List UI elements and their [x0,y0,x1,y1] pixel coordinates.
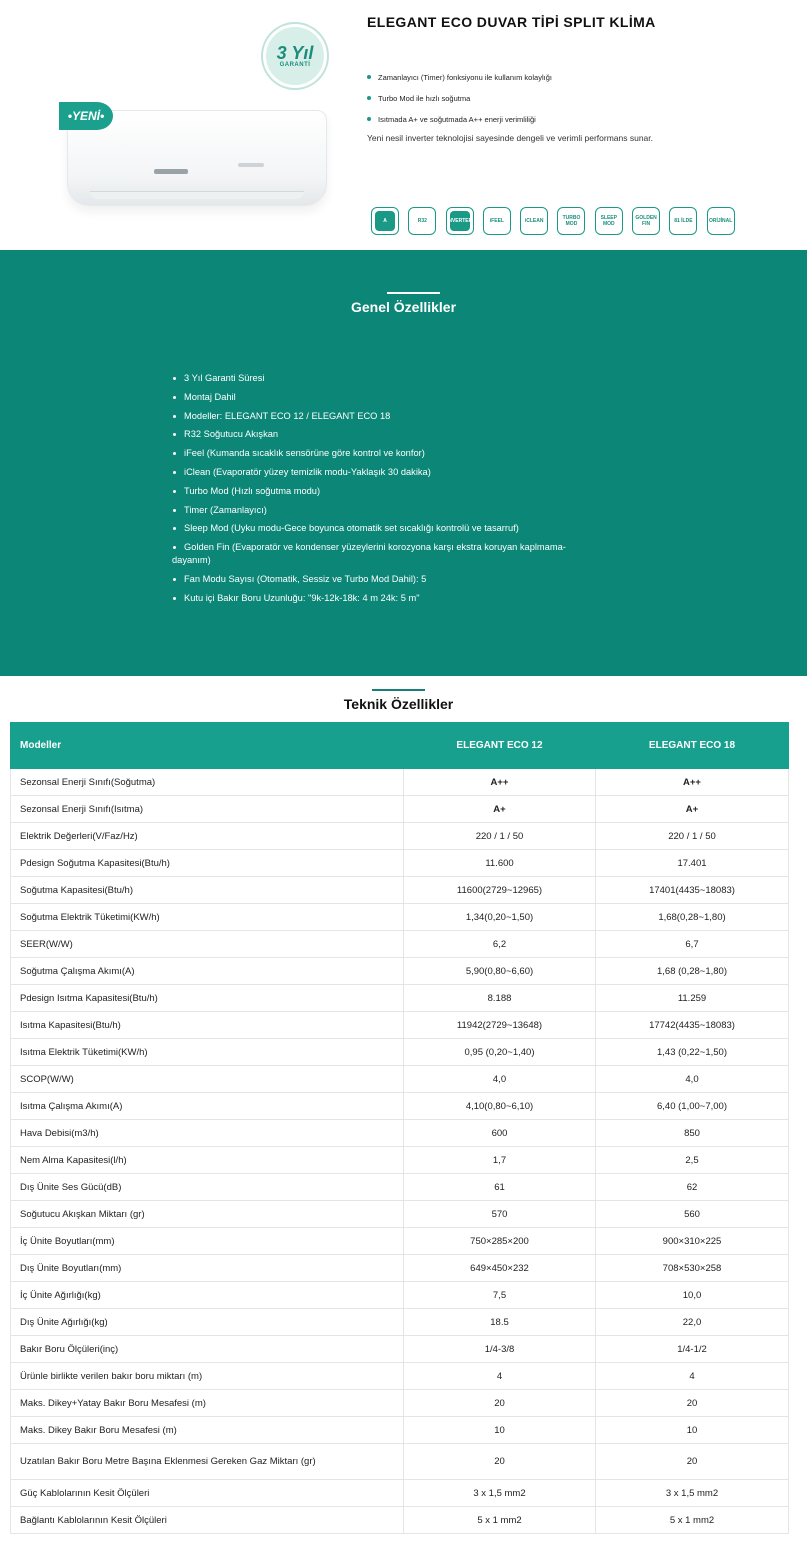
spec-value: 1,68(0,28~1,80) [596,904,789,931]
spec-value: 708×530×258 [596,1255,789,1282]
section-title: Genel Özellikler [350,299,457,315]
table-row [11,1228,789,1255]
spec-value: A+ [404,796,596,823]
spec-label: Dış Ünite Boyutları(mm) [11,1255,404,1282]
table-row [11,1417,789,1444]
spec-label: Isıtma Çalışma Akımı(A) [11,1093,404,1120]
list-item: iFeel (Kumanda sıcaklık sensörüne göre kontrol ve konfor) [172,447,592,460]
spec-value: 10,0 [596,1282,789,1309]
table-row [11,1255,789,1282]
column-header: ELEGANT ECO 12 [404,723,596,769]
spec-value: 11942(2729~13648) [404,1012,596,1039]
spec-label: Bağlantı Kablolarının Kesit Ölçüleri [11,1507,404,1534]
table-row [11,1444,789,1480]
r32-icon: R32 [408,207,436,235]
spec-label: Bakır Boru Ölçüleri(inç) [11,1336,404,1363]
spec-value: 900×310×225 [596,1228,789,1255]
spec-value: 18.5 [404,1309,596,1336]
spec-label: Isıtma Kapasitesi(Btu/h) [11,1012,404,1039]
table-row [11,958,789,985]
spec-value: 11600(2729~12965) [404,877,596,904]
table-row [11,1039,789,1066]
list-item: Fan Modu Sayısı (Otomatik, Sessiz ve Turbo Mod Dahil): 5 [172,573,592,586]
column-header: ELEGANT ECO 18 [596,723,789,769]
spec-value: 1,43 (0,22~1,50) [596,1039,789,1066]
spec-label: SCOP(W/W) [11,1066,404,1093]
spec-value: 5,90(0,80~6,60) [404,958,596,985]
spec-value: 220 / 1 / 50 [596,823,789,850]
list-item: iClean (Evaporatör yüzey temizlik modu-Yaklaşık 30 dakika) [172,466,592,479]
table-row [11,850,789,877]
spec-value: 11.600 [404,850,596,877]
spec-value: 20 [404,1444,596,1480]
table-row [11,931,789,958]
spec-label: Soğutucu Akışkan Miktarı (gr) [11,1201,404,1228]
spec-value: 8.188 [404,985,596,1012]
new-badge: •YENİ• [59,102,113,130]
product-title: ELEGANT ECO DUVAR TİPİ SPLIT KLİMA [367,14,656,30]
spec-label: Pdesign Isıtma Kapasitesi(Btu/h) [11,985,404,1012]
spec-value: 6,40 (1,00~7,00) [596,1093,789,1120]
feature-icons-row [371,207,735,235]
spec-value: 220 / 1 / 50 [404,823,596,850]
spec-value: 600 [404,1120,596,1147]
warranty-badge [263,24,327,88]
table-row [11,1282,789,1309]
spec-label: Maks. Dikey Bakır Boru Mesafesi (m) [11,1417,404,1444]
product-mark [238,163,264,167]
spec-label: Soğutma Elektrik Tüketimi(KW/h) [11,904,404,931]
table-row [11,1507,789,1534]
fan-speed-icon: 81 İLDE [669,207,697,235]
list-item: Turbo Mod (Hızlı soğutma modu) [172,485,592,498]
table-row [11,1309,789,1336]
spec-value: 61 [404,1174,596,1201]
spec-label: Nem Alma Kapasitesi(l/h) [11,1147,404,1174]
spec-label: Soğutma Kapasitesi(Btu/h) [11,877,404,904]
list-item: Kutu içi Bakır Boru Uzunluğu: "9k-12k-18k: 4 m 24k: 5 m" [172,592,592,605]
spec-value: 11.259 [596,985,789,1012]
inverter-icon: INVERTER [446,207,474,235]
list-item: 3 Yıl Garanti Süresi [172,372,592,385]
spec-label: Hava Debisi(m3/h) [11,1120,404,1147]
spec-value: 1/4-3/8 [404,1336,596,1363]
spec-value: 6,2 [404,931,596,958]
table-row [11,1390,789,1417]
table-row [11,1120,789,1147]
hero-text [367,14,787,143]
spec-value: 1,7 [404,1147,596,1174]
bullet-item: Isıtmada A+ ve soğutmada A++ enerji verimliliği [367,109,787,130]
spec-value: 5 x 1 mm2 [404,1507,596,1534]
spec-label: Soğutma Çalışma Akımı(A) [11,958,404,985]
spec-value: A++ [404,769,596,796]
spec-value: 4,10(0,80~6,10) [404,1093,596,1120]
spec-value: 20 [596,1444,789,1480]
spec-value: 1/4-1/2 [596,1336,789,1363]
spec-value: 3 x 1,5 mm2 [596,1480,789,1507]
spec-label: Ürünle birlikte verilen bakır boru miktarı (m) [11,1363,404,1390]
spec-value: 0,95 (0,20~1,40) [404,1039,596,1066]
feature-bullets [367,67,787,130]
spec-label: Sezonsal Enerji Sınıfı(Isıtma) [11,796,404,823]
table-row [11,823,789,850]
spec-value: A++ [596,769,789,796]
spec-value: 570 [404,1201,596,1228]
table-row [11,1336,789,1363]
section-title: Teknik Özellikler [343,696,454,712]
table-row [11,1147,789,1174]
golden-fin-icon: GOLDEN FIN [632,207,660,235]
spec-table [10,722,789,1534]
spec-label: İç Ünite Ağırlığı(kg) [11,1282,404,1309]
ifeel-icon: iFEEL [483,207,511,235]
spec-value: 3 x 1,5 mm2 [404,1480,596,1507]
spec-value: 6,7 [596,931,789,958]
spec-value: 17742(4435~18083) [596,1012,789,1039]
spec-value: 649×450×232 [404,1255,596,1282]
title-divider [387,292,440,294]
spec-value: 10 [596,1417,789,1444]
table-row [11,769,789,796]
spec-value: 17401(4435~18083) [596,877,789,904]
spec-label: İç Ünite Boyutları(mm) [11,1228,404,1255]
spec-value: 4 [596,1363,789,1390]
turbo-mode-icon: TURBO MOD [557,207,585,235]
product-image [55,22,340,212]
table-header-row [11,723,789,769]
spec-label: SEER(W/W) [11,931,404,958]
sleep-mode-icon: SLEEP MOD [595,207,623,235]
list-item: Modeller: ELEGANT ECO 12 / ELEGANT ECO 18 [172,410,592,423]
spec-value: 62 [596,1174,789,1201]
spec-value: 2,5 [596,1147,789,1174]
warranty-label: GARANTİ [279,62,311,68]
spec-value: 1,34(0,20~1,50) [404,904,596,931]
column-header: Modeller [11,723,404,769]
title-divider [372,689,425,691]
spec-value: 750×285×200 [404,1228,596,1255]
spec-value: 4,0 [404,1066,596,1093]
spec-value: 20 [596,1390,789,1417]
list-item: Montaj Dahil [172,391,592,404]
spec-value: 22,0 [596,1309,789,1336]
spec-value: 5 x 1 mm2 [596,1507,789,1534]
product-description: Yeni nesil inverter teknolojisi sayesinde dengeli ve verimli performans sunar. [367,133,653,143]
table-row [11,1201,789,1228]
spec-value: 4,0 [596,1066,789,1093]
spec-label: Maks. Dikey+Yatay Bakır Boru Mesafesi (m) [11,1390,404,1417]
bullet-item: Turbo Mod ile hızlı soğutma [367,88,787,109]
table-row [11,1012,789,1039]
spec-value: 4 [404,1363,596,1390]
spec-label: Güç Kablolarının Kesit Ölçüleri [11,1480,404,1507]
table-row [11,1480,789,1507]
table-row [11,796,789,823]
ac-vent [90,191,304,199]
original-warranty-icon: ORİJİNAL [707,207,735,235]
spec-label: Isıtma Elektrik Tüketimi(KW/h) [11,1039,404,1066]
spec-label: Pdesign Soğutma Kapasitesi(Btu/h) [11,850,404,877]
table-row [11,1174,789,1201]
spec-label: Uzatılan Bakır Boru Metre Başına Eklenmesi Gereken Gaz Miktarı (gr) [11,1444,404,1480]
list-item: Timer (Zamanlayıcı) [172,504,592,517]
table-row [11,1066,789,1093]
spec-value: A+ [596,796,789,823]
table-body [11,769,789,1534]
spec-value: 560 [596,1201,789,1228]
spec-value: 1,68 (0,28~1,80) [596,958,789,985]
bullet-item: Zamanlayıcı (Timer) fonksiyonu ile kullanım kolaylığı [367,67,787,88]
iclean-icon: iCLEAN [520,207,548,235]
table-row [11,877,789,904]
hero-section [0,0,807,250]
warranty-years: 3 Yıl [276,43,314,63]
table-row [11,904,789,931]
spec-label: Dış Ünite Ağırlığı(kg) [11,1309,404,1336]
spec-value: 850 [596,1120,789,1147]
spec-value: 10 [404,1417,596,1444]
table-row [11,1363,789,1390]
list-item: R32 Soğutucu Akışkan [172,428,592,441]
table-row [11,1093,789,1120]
brand-logo [154,169,188,174]
spec-label: Elektrik Değerleri(V/Faz/Hz) [11,823,404,850]
spec-value: 20 [404,1390,596,1417]
spec-value: 7,5 [404,1282,596,1309]
spec-label: Dış Ünite Ses Gücü(dB) [11,1174,404,1201]
energy-class-icon: A [371,207,399,235]
table-row [11,985,789,1012]
general-features-list [172,372,592,611]
spec-value: 17.401 [596,850,789,877]
list-item: Golden Fin (Evaporatör ve kondenser yüzeylerini korozyona karşı ekstra koruyan kaplmama-dayanım) [172,541,592,567]
spec-label: Sezonsal Enerji Sınıfı(Soğutma) [11,769,404,796]
list-item: Sleep Mod (Uyku modu-Gece boyunca otomatik set sıcaklığı kontrolü ve tasarruf) [172,522,592,535]
general-features-section [0,250,807,676]
